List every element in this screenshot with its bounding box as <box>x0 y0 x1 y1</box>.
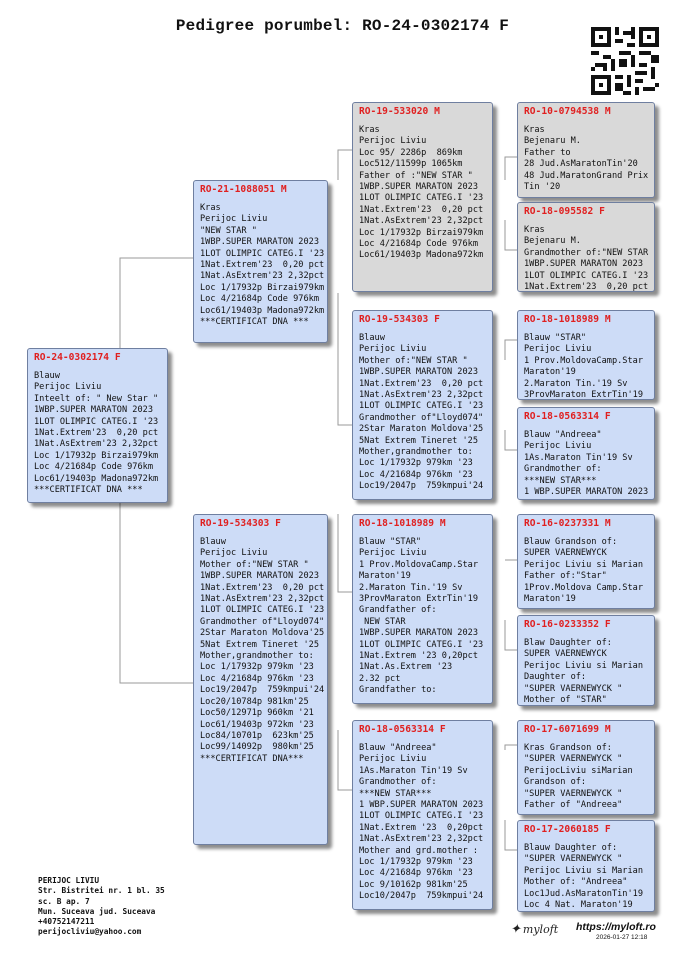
detail-line: Loc20/10784p 981km'25 <box>200 696 309 707</box>
detail-line: Perijoc Liviu <box>524 441 592 452</box>
detail-line: Kras <box>524 125 545 135</box>
ring-number: RO-19-533020 M <box>359 106 440 117</box>
detail-line: Blauw Grandson of: <box>524 537 618 547</box>
pigeon-details <box>34 371 162 496</box>
detail-line: Grandmother of: <box>524 464 602 475</box>
detail-line: 1Nat.Extrem '23 0,20pct <box>359 651 478 662</box>
myloft-logo <box>510 920 570 940</box>
detail-line: Mother of:"NEW STAR " <box>359 355 468 366</box>
detail-line: Perijoc Liviu <box>359 344 427 355</box>
sire-sire-dam-card <box>517 202 655 292</box>
detail-line: Perijoc Liviu si Marian <box>524 660 643 671</box>
pigeon-details <box>359 333 487 493</box>
detail-line: 1LOT OLIMPIC CATEG.I '23 <box>359 193 484 204</box>
detail-line: SUPER VAERNEWYCK <box>524 548 607 559</box>
detail-line: 1Nat.Extrem '23 0,20pct <box>359 822 484 833</box>
pigeon-details <box>524 333 649 400</box>
detail-line: 3ProvMaraton ExtrTin'19 <box>524 390 643 400</box>
detail-line: 2.32 pct <box>359 673 401 684</box>
detail-line: 1Prov.Moldova Camp.Star <box>524 582 643 593</box>
bird-icon: ✦ <box>510 922 521 937</box>
detail-line: ***NEW STAR*** <box>524 475 597 486</box>
detail-line: 1Nat.AsExtrem'23 2,32pct <box>359 390 484 401</box>
detail-line: Loc19/2047p 759kmpui'24 <box>200 685 325 696</box>
detail-line: Loc 4/21684p Code 976km <box>34 462 153 473</box>
detail-line: 1 Prov.MoldovaCamp.Star <box>359 559 478 570</box>
detail-line: Perijoc Liviu <box>359 754 427 765</box>
subject-card <box>27 348 168 503</box>
detail-line: SUPER VAERNEWYCK <box>524 649 607 660</box>
detail-line: Loc99/14092p 980km'25 <box>200 742 314 753</box>
detail-line: 1Nat.Extrem'23 0,20 pct <box>359 204 484 215</box>
detail-line: 1LOT OLIMPIC CATEG.I '23 <box>524 270 649 281</box>
detail-line: Loc 4 Nat. Maraton'19 <box>524 900 633 911</box>
detail-line: 28 Jud.AsMaratonTin'20 <box>524 159 638 170</box>
detail-line: 1WBP.SUPER MARATON 2023 <box>200 237 319 248</box>
detail-line: 1 WBP.SUPER MARATON 2023 <box>359 800 484 811</box>
detail-line: Mother of:"NEW STAR " <box>200 559 309 570</box>
pigeon-details <box>524 743 649 811</box>
detail-line: Grandmother of:"NEW STAR <box>524 247 649 258</box>
detail-line: Loc 9/10162p 981km'25 <box>359 879 468 890</box>
detail-line: Loc61/19403p Madona972km <box>200 305 325 316</box>
detail-line: Perijoc Liviu <box>200 214 268 225</box>
detail-line: Kras Grandson of: <box>524 743 612 753</box>
logo-text: myloft <box>522 923 559 936</box>
detail-line: 2Star Maraton Moldova'25 <box>200 628 325 639</box>
sire-dam-card <box>352 310 493 500</box>
ring-number: RO-16-0237331 M <box>524 518 611 529</box>
detail-line: 2.Maraton Tin.'19 Sv <box>359 582 463 593</box>
dam-dam-dam-card <box>517 820 655 912</box>
owner-address-line1: Str. Bistritei nr. 1 bl. 35 <box>38 886 165 896</box>
detail-line: Bejenaru M. <box>524 236 581 247</box>
dam-card <box>193 514 328 845</box>
detail-line: Kras <box>200 203 221 213</box>
detail-line: Loc19/2047p 759kmpui'24 <box>359 481 484 492</box>
pigeon-details <box>524 638 649 706</box>
ring-number: RO-18-0563314 F <box>524 411 611 422</box>
detail-line: Loc61/19403p 972km '23 <box>200 719 314 730</box>
detail-line: 1WBP.SUPER MARATON 2023 <box>359 182 478 193</box>
detail-line: Mother and grd.mother : <box>359 845 478 856</box>
detail-line: Perijoc Liviu <box>524 344 592 355</box>
owner-name: PERIJOC LIVIU <box>38 876 100 885</box>
detail-line: 1Nat.Extrem'23 0,20 pct <box>200 582 325 593</box>
detail-line: Blauw "STAR" <box>359 537 422 547</box>
qr-code <box>591 27 659 95</box>
detail-line: Blauw <box>200 537 226 547</box>
ring-number: RO-21-1088051 M <box>200 184 287 195</box>
detail-line: ***CERTIFICAT DNA *** <box>200 317 309 328</box>
detail-line: Grandfather to: <box>359 685 437 696</box>
pigeon-details <box>200 203 325 328</box>
detail-line: 1 WBP.SUPER MARATON 2023 <box>524 487 649 498</box>
detail-line: 1 Prov.MoldovaCamp.Star <box>524 355 643 366</box>
sire-sire-sire-card <box>517 102 655 198</box>
detail-line: Father to <box>524 147 571 158</box>
detail-line: Perijoc Liviu si Marian <box>524 559 643 570</box>
owner-city: Mun. Suceava jud. Suceava <box>38 906 156 916</box>
detail-line: "SUPER VAERNEWYCK " <box>524 854 623 865</box>
ring-number: RO-18-1018989 M <box>359 518 446 529</box>
detail-line: 1WBP.SUPER MARATON 2023 <box>524 259 643 270</box>
detail-line: 2Star Maraton Moldova'25 <box>359 424 484 435</box>
detail-line: Grandmother of"Lloyd074" <box>200 616 325 627</box>
pigeon-details <box>524 843 649 911</box>
ring-number: RO-24-0302174 F <box>34 352 121 363</box>
detail-line: Kras <box>359 125 380 135</box>
detail-line: 1Nat.Extrem'23 0,20 pct <box>524 282 649 292</box>
detail-line: PerijocLiviu siMarian <box>524 765 633 776</box>
detail-line: 1As.Maraton Tin'19 Sv <box>359 765 468 776</box>
detail-line: ***CERTIFICAT DNA*** <box>200 753 304 764</box>
detail-line: 1WBP.SUPER MARATON 2023 <box>359 367 478 378</box>
detail-line: 1Nat.Extrem'23 0,20 pct <box>200 260 325 271</box>
pigeon-details <box>524 537 649 605</box>
detail-line: "NEW STAR " <box>200 225 257 236</box>
ring-number: RO-19-534303 F <box>359 314 440 325</box>
detail-line: Loc512/11599p 1065km <box>359 159 463 170</box>
ring-number: RO-10-0794538 M <box>524 106 611 117</box>
detail-line: 5Nat Extrem Tineret '25 <box>200 639 319 650</box>
detail-line: Kras <box>524 225 545 235</box>
detail-line: 1Nat.AsExtrem'23 2,32pct <box>359 834 484 845</box>
detail-line: Loc 1/17932p Birzai979km <box>200 282 325 293</box>
detail-line: 1Nat.AsExtrem'23 2,32pct <box>200 594 325 605</box>
detail-line: "SUPER VAERNEWYCK " <box>524 754 623 765</box>
detail-line: "SUPER VAERNEWYCK " <box>524 788 623 799</box>
detail-line: Perijoc Liviu <box>34 382 102 393</box>
detail-line: 1LOT OLIMPIC CATEG.I '23 <box>359 811 484 822</box>
detail-line: Tin '20 <box>524 182 561 193</box>
detail-line: Maraton'19 <box>524 367 576 378</box>
detail-line: Loc 4/21684p Code 976km <box>200 294 319 305</box>
detail-line: Loc 95/ 2286p 869km <box>359 147 463 158</box>
detail-line: Loc 4/21684p 976km '23 <box>200 673 314 684</box>
detail-line: 3ProvMaraton ExtrTin'19 <box>359 594 478 605</box>
detail-line: 1LOT OLIMPIC CATEG.I '23 <box>200 248 325 259</box>
detail-line: Maraton'19 <box>359 571 411 582</box>
detail-line: Loc 1/17932p 979km '23 <box>359 857 473 868</box>
detail-line: ***CERTIFICAT DNA *** <box>34 485 143 496</box>
detail-line: Loc 4/21684p 976km '23 <box>359 469 473 480</box>
detail-line: Loc1Jud.AsMaratonTin'19 <box>524 888 643 899</box>
detail-line: NEW STAR <box>359 616 406 627</box>
detail-line: Maraton'19 <box>524 594 576 605</box>
detail-line: Blauw <box>34 371 60 381</box>
detail-line: Loc 1/17932p 979km '23 <box>200 662 314 673</box>
print-date: 2026-01-27 12:18 <box>596 934 648 941</box>
detail-line: 1WBP.SUPER MARATON 2023 <box>359 628 478 639</box>
pigeon-details <box>359 125 487 262</box>
detail-line: 1LOT OLIMPIC CATEG.I '23 <box>359 639 484 650</box>
detail-line: 1WBP.SUPER MARATON 2023 <box>34 405 153 416</box>
ring-number: RO-19-534303 F <box>200 518 281 529</box>
page-title: Pedigree porumbel: RO-24-0302174 F <box>175 17 510 35</box>
detail-line: Perijoc Liviu si Marian <box>524 865 643 876</box>
detail-line: Blauw "Andreea" <box>359 743 437 753</box>
detail-line: Blauw Daughter of: <box>524 843 618 853</box>
detail-line: 1Nat.AsExtrem'23 2,32pct <box>359 216 484 227</box>
pigeon-details <box>524 125 649 193</box>
detail-line: Bejenaru M. <box>524 136 581 147</box>
ring-number: RO-17-6071699 M <box>524 724 611 735</box>
detail-line: Loc 4/21684p Code 976km <box>359 239 478 250</box>
detail-line: Perijoc Liviu <box>200 548 268 559</box>
detail-line: Loc 1/17932p Birzai979km <box>34 450 159 461</box>
pigeon-details <box>200 537 325 765</box>
detail-line: 1LOT OLIMPIC CATEG.I '23 <box>34 416 159 427</box>
detail-line: Perijoc Liviu <box>359 548 427 559</box>
owner-phone: +40752147211 <box>38 917 95 927</box>
owner-address-line2: sc. B ap. 7 <box>38 896 90 906</box>
detail-line: Loc10/2047p 759kmpui'24 <box>359 891 484 902</box>
detail-line: Mother of: "Andreea" <box>524 877 628 888</box>
detail-line: "SUPER VAERNEWYCK " <box>524 683 623 694</box>
detail-line: Mother,grandmother to: <box>200 651 314 662</box>
brand-url-link[interactable]: https://myloft.ro <box>576 921 656 933</box>
dam-sire-card <box>352 514 493 704</box>
pigeon-details <box>524 430 649 498</box>
detail-line: 1As.Maraton Tin'19 Sv <box>524 452 633 463</box>
detail-line: Mother of "STAR" <box>524 695 607 706</box>
ring-number: RO-18-0563314 F <box>359 724 446 735</box>
detail-line: 1Nat.AsExtrem'23 2,32pct <box>200 271 325 282</box>
owner-contact <box>38 876 165 938</box>
sire-dam-sire-card <box>517 310 655 400</box>
detail-line: Grandmother of"Lloyd074" <box>359 412 484 423</box>
sire-dam-dam-card <box>517 407 655 500</box>
dam-dam-sire-card <box>517 720 655 815</box>
dam-sire-dam-card <box>517 615 655 706</box>
detail-line: 1Nat.Extrem'23 0,20 pct <box>359 378 484 389</box>
ring-number: RO-17-2060185 F <box>524 824 611 835</box>
detail-line: Loc 4/21684p 976km '23 <box>359 868 473 879</box>
detail-line: Loc61/19403p Madona972km <box>34 473 159 484</box>
detail-line: Blauw <box>359 333 385 343</box>
detail-line: Grandfather of: <box>359 605 437 616</box>
detail-line: Grandson of: <box>524 777 587 788</box>
detail-line: Loc61/19403p Madona972km <box>359 250 484 261</box>
detail-line: Father of "Andreea" <box>524 800 623 811</box>
pigeon-details <box>359 537 487 697</box>
sire-sire-card <box>352 102 493 292</box>
pigeon-details <box>359 743 487 903</box>
detail-line: 1LOT OLIMPIC CATEG.I '23 <box>359 401 484 412</box>
dam-sire-sire-card <box>517 514 655 609</box>
detail-line: Loc84/10701p 623km'25 <box>200 730 314 741</box>
sire-card <box>193 180 328 343</box>
owner-email: perijocliviu@yahoo.com <box>38 927 142 937</box>
pigeon-details <box>524 225 649 292</box>
detail-line: Loc50/12971p 960km '21 <box>200 708 314 719</box>
detail-line: 2.Maraton Tin.'19 Sv <box>524 378 628 389</box>
detail-line: Father of :"NEW STAR " <box>359 170 473 181</box>
ring-number: RO-18-1018989 M <box>524 314 611 325</box>
detail-line: Loc 1/17932p Birzai979km <box>359 227 484 238</box>
detail-line: 1Nat.Extrem'23 0,20 pct <box>34 428 159 439</box>
detail-line: Blaw Daughter of: <box>524 638 612 648</box>
ring-number: RO-16-0233352 F <box>524 619 611 630</box>
detail-line: Grandmother of: <box>359 777 437 788</box>
detail-line: Inteelt of: " New Star " <box>34 393 159 404</box>
detail-line: Blauw "Andreea" <box>524 430 602 440</box>
detail-line: Mother,grandmother to: <box>359 447 473 458</box>
detail-line: 5Nat Extrem Tineret '25 <box>359 435 478 446</box>
detail-line: 1Nat.AsExtrem'23 2,32pct <box>34 439 159 450</box>
dam-dam-card <box>352 720 493 910</box>
detail-line: 1Nat.As.Extrem '23 <box>359 662 453 673</box>
ring-number: RO-18-095582 F <box>524 206 605 217</box>
detail-line: 1LOT OLIMPIC CATEG.I '23 <box>200 605 325 616</box>
detail-line: Loc 1/17932p 979km '23 <box>359 458 473 469</box>
brand-footer <box>510 920 660 960</box>
detail-line: Father of:"Star" <box>524 571 607 582</box>
detail-line: ***NEW STAR*** <box>359 788 432 799</box>
detail-line: 1WBP.SUPER MARATON 2023 <box>200 571 319 582</box>
detail-line: Blauw "STAR" <box>524 333 587 343</box>
detail-line: Daughter of: <box>524 672 587 683</box>
detail-line: 48 Jud.MaratonGrand Prix <box>524 170 649 181</box>
detail-line: Perijoc Liviu <box>359 136 427 147</box>
